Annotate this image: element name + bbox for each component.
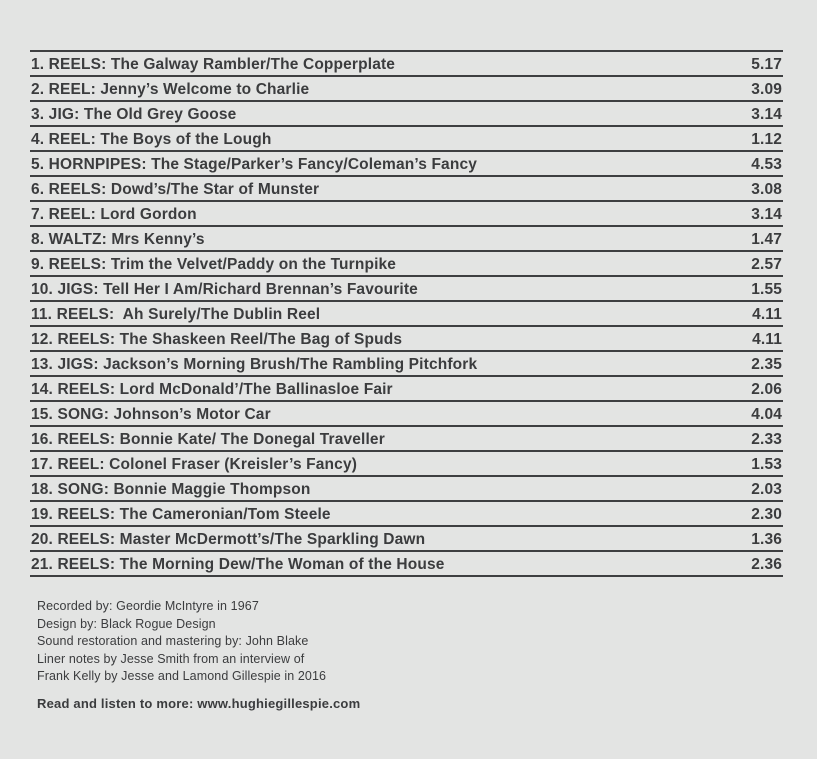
track-duration: 3.08	[751, 181, 782, 198]
track-title: 17. REEL: Colonel Fraser (Kreisler’s Fancy)	[31, 456, 358, 473]
credit-line: Liner notes by Jesse Smith from an interview of	[37, 651, 305, 666]
track-title: 7. REEL: Lord Gordon	[31, 206, 197, 223]
track-duration: 2.57	[751, 256, 782, 273]
track-title: 14. REELS: Lord McDonald’/The Ballinasloe Fair	[31, 381, 393, 398]
track-row	[30, 52, 783, 77]
track-duration: 2.03	[751, 481, 782, 498]
track-duration: 1.12	[751, 131, 782, 148]
track-row	[30, 352, 783, 377]
track-title: 4. REEL: The Boys of the Lough	[31, 131, 272, 148]
track-title: 2. REEL: Jenny’s Welcome to Charlie	[31, 81, 310, 98]
track-row	[30, 502, 783, 527]
track-row	[30, 202, 783, 227]
track-title: 3. JIG: The Old Grey Goose	[31, 106, 237, 123]
credit-line: Frank Kelly by Jesse and Lamond Gillespie in 2016	[37, 669, 327, 683]
track-row	[30, 127, 783, 152]
track-row	[30, 77, 783, 102]
track-row	[30, 152, 783, 177]
track-title: 19. REELS: The Cameronian/Tom Steele	[31, 506, 331, 523]
track-title: 13. JIGS: Jackson’s Morning Brush/The Rambling Pitchfork	[31, 356, 478, 373]
track-title: 12. REELS: The Shaskeen Reel/The Bag of Spuds	[31, 331, 403, 348]
track-duration: 3.09	[751, 81, 782, 98]
track-duration: 3.14	[751, 106, 782, 123]
credit-line: Design by: Black Rogue Design	[37, 616, 216, 631]
credits-block	[37, 598, 777, 686]
track-title: 10. JIGS: Tell Her I Am/Richard Brennan’s Favourite	[31, 281, 418, 298]
track-duration: 1.53	[751, 456, 782, 473]
track-duration: 1.55	[751, 281, 782, 298]
track-duration: 2.33	[751, 431, 782, 448]
track-title: 15. SONG: Johnson’s Motor Car	[31, 406, 271, 423]
track-duration: 1.47	[751, 231, 782, 248]
track-row	[30, 402, 783, 427]
track-duration: 2.35	[751, 356, 782, 373]
website-text: Read and listen to more: www.hughiegillespie.com	[37, 696, 361, 711]
track-duration: 3.14	[751, 206, 782, 223]
track-duration: 2.36	[751, 556, 782, 573]
track-row	[30, 452, 783, 477]
track-title: 6. REELS: Dowd’s/The Star of Munster	[31, 181, 320, 198]
track-duration: 4.04	[751, 406, 782, 423]
track-title: 8. WALTZ: Mrs Kenny’s	[31, 231, 205, 248]
track-row	[30, 427, 783, 452]
track-list	[30, 50, 783, 577]
track-title: 1. REELS: The Galway Rambler/The Copperplate	[31, 56, 396, 73]
track-title: 11. REELS: Ah Surely/The Dublin Reel	[31, 306, 321, 323]
track-row	[30, 102, 783, 127]
track-duration: 1.36	[751, 531, 782, 548]
track-duration: 5.17	[751, 56, 782, 73]
track-title: 16. REELS: Bonnie Kate/ The Donegal Traveller	[31, 431, 385, 448]
track-duration: 4.11	[752, 331, 782, 348]
track-title: 18. SONG: Bonnie Maggie Thompson	[31, 481, 311, 498]
track-duration: 4.53	[751, 156, 782, 173]
track-row	[30, 252, 783, 277]
track-row	[30, 177, 783, 202]
track-duration: 2.30	[751, 506, 782, 523]
track-title: 20. REELS: Master McDermott’s/The Sparkling Dawn	[31, 531, 426, 548]
track-row	[30, 527, 783, 552]
track-row	[30, 377, 783, 402]
track-title: 9. REELS: Trim the Velvet/Paddy on the Turnpike	[31, 256, 397, 273]
credit-line: Sound restoration and mastering by: John Blake	[37, 634, 309, 648]
track-title: 21. REELS: The Morning Dew/The Woman of the House	[31, 556, 445, 573]
track-row	[30, 477, 783, 502]
track-duration: 2.06	[751, 381, 782, 398]
credit-line: Recorded by: Geordie McIntyre in 1967	[37, 599, 259, 613]
track-row	[30, 552, 783, 577]
track-duration: 4.11	[752, 306, 782, 323]
track-title: 5. HORNPIPES: The Stage/Parker’s Fancy/Coleman’s Fancy	[31, 156, 477, 173]
track-row	[30, 302, 783, 327]
track-row	[30, 277, 783, 302]
track-row	[30, 327, 783, 352]
track-row	[30, 227, 783, 252]
